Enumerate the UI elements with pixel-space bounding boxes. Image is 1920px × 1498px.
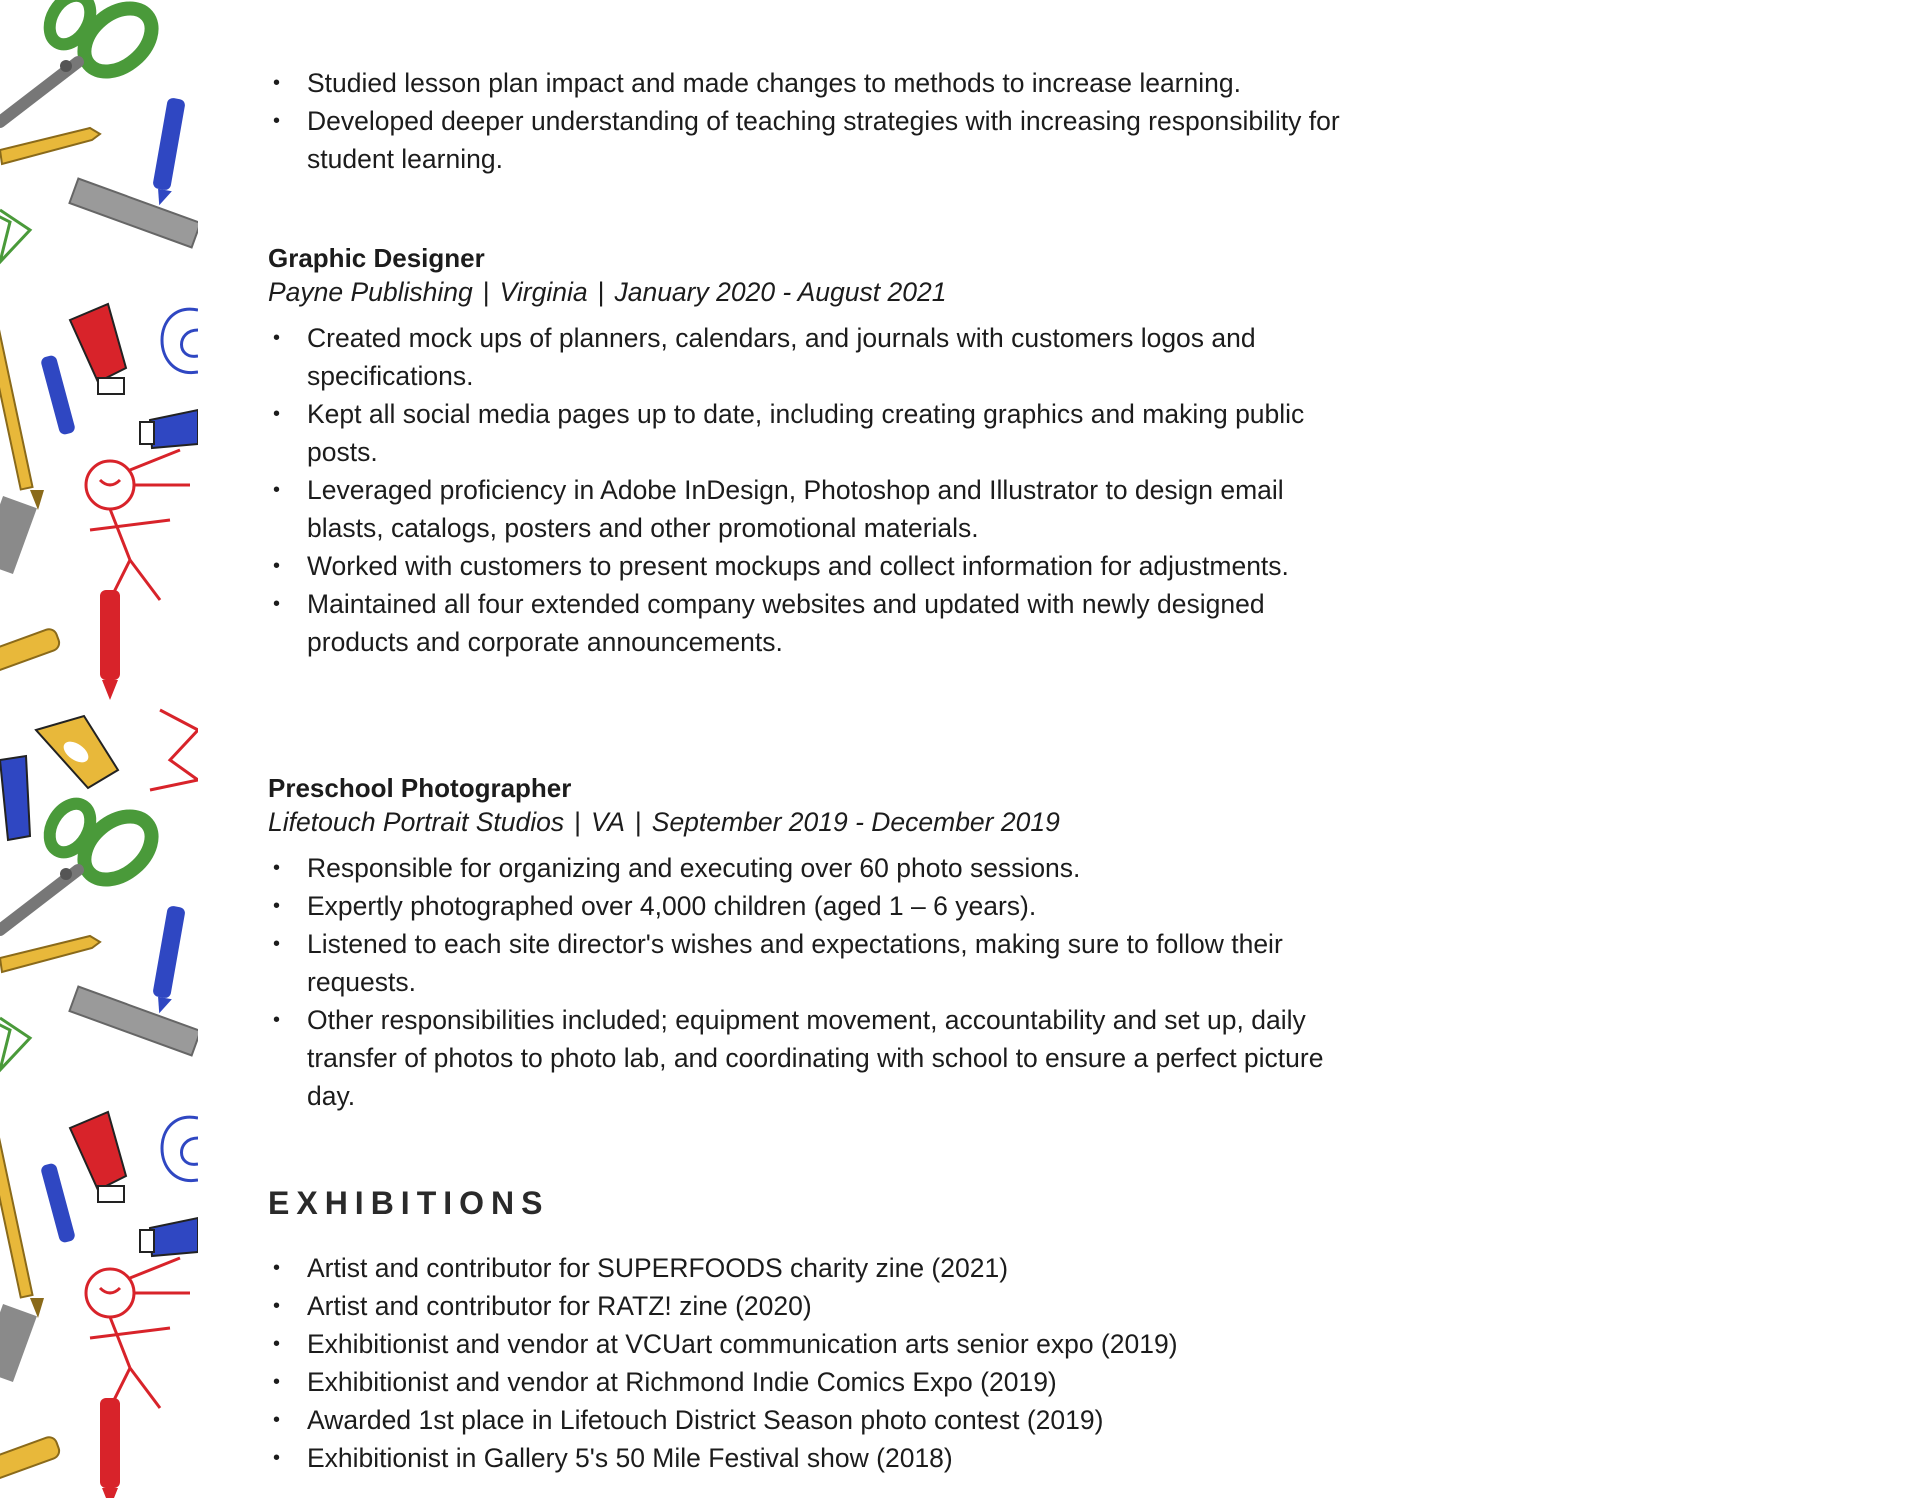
job-dates: September 2019 - December 2019	[651, 807, 1060, 837]
list-item: • Other responsibilities included; equipment movement, accountability and set up, daily transfer of photos to photo lab, and coordinating with school to ensure a perfect picture day.	[268, 1001, 1357, 1115]
list-item: • Created mock ups of planners, calendars, and journals with customers logos and specifications.	[268, 319, 1357, 395]
list-item: • Responsible for organizing and executing over 60 photo sessions.	[268, 849, 1357, 887]
list-item: • Worked with customers to present mockups and collect information for adjustments.	[268, 547, 1357, 585]
intro-bullet-list	[268, 64, 1357, 178]
job-entry-preschool-photographer	[268, 771, 1357, 1115]
list-item: • Exhibitionist and vendor at Richmond Indie Comics Expo (2019)	[268, 1363, 1357, 1401]
company-name: Lifetouch Portrait Studios	[268, 807, 565, 837]
list-item: • Awarded 1st place in Lifetouch District Season photo contest (2019)	[268, 1401, 1357, 1439]
company-name: Payne Publishing	[268, 277, 473, 307]
job-location: VA	[590, 807, 625, 837]
job-meta: Lifetouch Portrait Studios | VA | September 2019 - December 2019	[268, 807, 1060, 837]
school-supplies-pattern	[0, 0, 198, 1498]
list-item: • Exhibitionist and vendor at VCUart communication arts senior expo (2019)	[268, 1325, 1357, 1363]
job-bullet-list	[268, 849, 1357, 1115]
job-bullet-list	[268, 319, 1357, 661]
exhibitions-section	[268, 1183, 1357, 1477]
job-meta: Payne Publishing | Virginia | January 2020 - August 2021	[268, 277, 947, 307]
exhibitions-list	[268, 1249, 1357, 1477]
job-dates: January 2020 - August 2021	[614, 277, 947, 307]
list-item: • Maintained all four extended company websites and updated with newly designed products and corporate announcements.	[268, 585, 1357, 661]
list-item: • Exhibitionist in Gallery 5's 50 Mile Festival show (2018)	[268, 1439, 1357, 1477]
list-item: • Artist and contributor for RATZ! zine (2020)	[268, 1287, 1357, 1325]
section-heading-exhibitions: EXHIBITIONS	[268, 1185, 550, 1221]
list-item: • Kept all social media pages up to date, including creating graphics and making public posts.	[268, 395, 1357, 471]
list-item: • Developed deeper understanding of teaching strategies with increasing responsibility for student learning.	[268, 102, 1357, 178]
list-item: • Leveraged proficiency in Adobe InDesign, Photoshop and Illustrator to design email blasts, catalogs, posters and other promotional materials.	[268, 471, 1357, 547]
list-item: • Listened to each site director's wishes and expectations, making sure to follow their requests.	[268, 925, 1357, 1001]
job-location: Virginia	[499, 277, 588, 307]
decorative-side-strip	[0, 0, 198, 1498]
job-entry-graphic-designer	[268, 241, 1357, 661]
list-item: • Expertly photographed over 4,000 children (aged 1 – 6 years).	[268, 887, 1357, 925]
list-item: • Artist and contributor for SUPERFOODS charity zine (2021)	[268, 1249, 1357, 1287]
job-title: Preschool Photographer	[268, 773, 572, 803]
job-title: Graphic Designer	[268, 243, 485, 273]
list-item: • Studied lesson plan impact and made changes to methods to increase learning.	[268, 64, 1357, 102]
